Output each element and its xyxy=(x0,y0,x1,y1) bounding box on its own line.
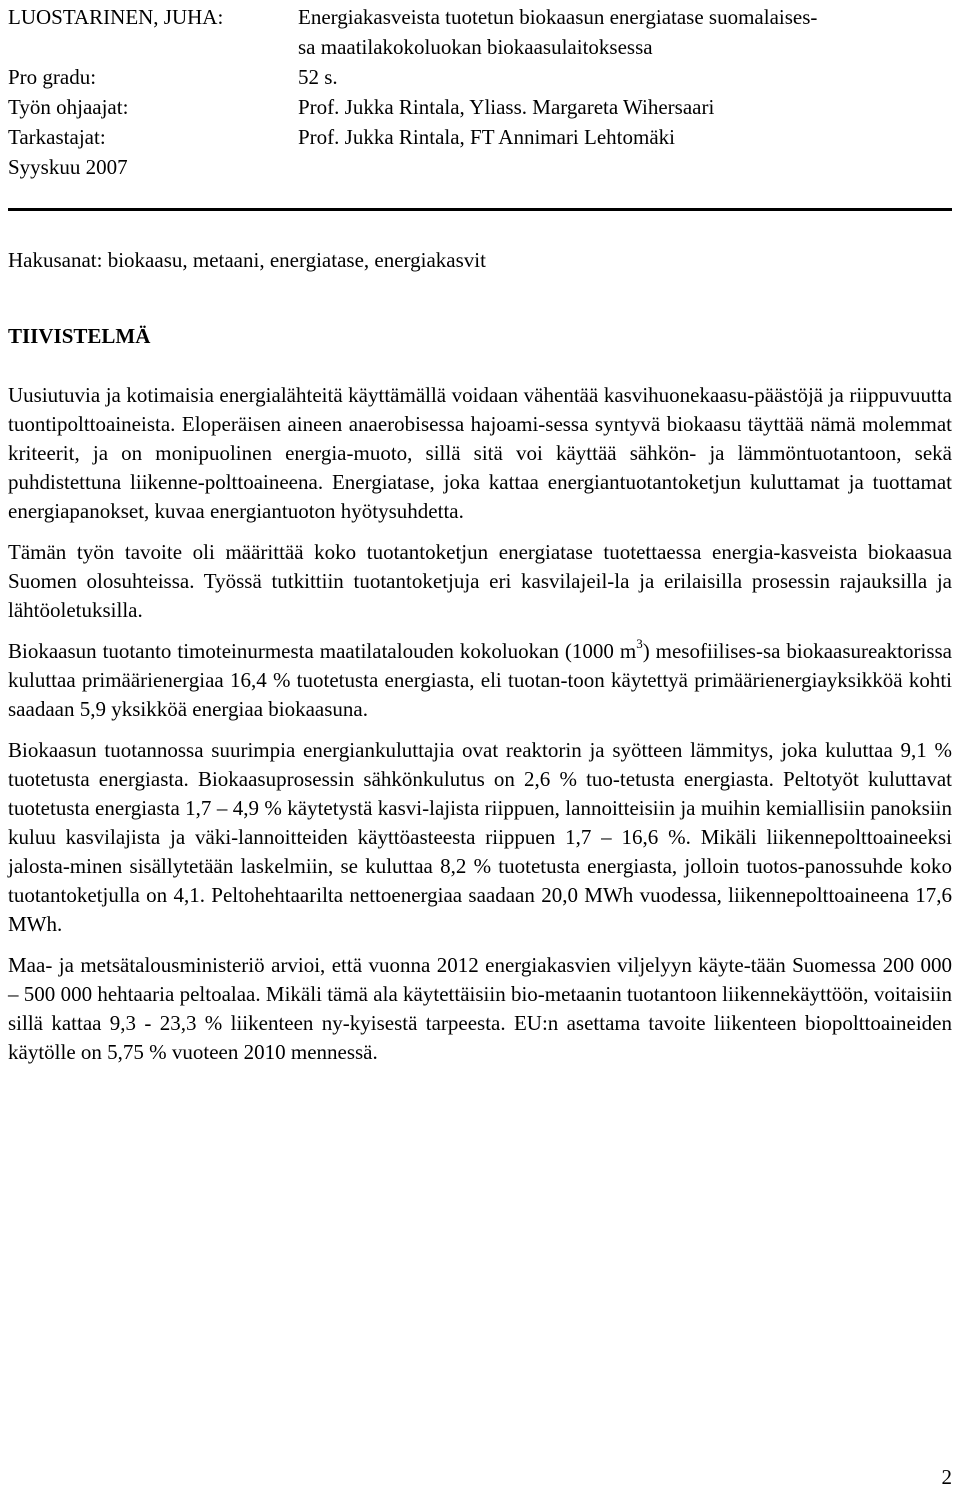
paragraph-4: Biokaasun tuotannossa suurimpia energiankuluttajia ovat reaktorin ja syötteen lämmitys, joka kuluttaa 9,1 % tuotetusta energiasta. Biokaasuprosessin sähkönkulutus on 2,6 % tuo-tetusta energiasta. Peltotyöt kuluttavat tuotetusta energiasta 1,7 – 4,9 % käytetystä kasvi-lajista riippuen, lannoitteisiin ja muihin kemiallisiin panoksiin kuluu kasvilajista ja väki-lannoitteiden käyttöasteesta riippuen 1,7 – 16,6 %. Mikäli liikennepolttoaineeksi jalosta-minen sisällytetään laskelmiin, se kuluttaa 8,2 % tuotetusta energiasta, jolloin tuotos-panossuhde koko tuotantoketjulla on 4,1. Peltohehtaarilta nettoenergiaa saadaan 20,0 MWh vuodessa, liikennepolttoaineena 17,6 MWh. xyxy=(8,738,952,936)
author-label: LUOSTARINEN, JUHA: xyxy=(8,5,224,29)
date: Syyskuu 2007 xyxy=(8,155,128,179)
empty-cell xyxy=(8,32,298,62)
empty-cell xyxy=(298,152,952,182)
page-count: 52 s. xyxy=(298,65,338,89)
paragraph-3 xyxy=(8,637,952,724)
page-number: 2 xyxy=(941,1465,952,1489)
type-label: Pro gradu: xyxy=(8,65,97,89)
thesis-metadata xyxy=(8,0,952,182)
superscript: 3 xyxy=(636,636,643,651)
section-heading: TIIVISTELMÄ xyxy=(8,324,151,348)
abstract-body xyxy=(8,381,952,1067)
thesis-title-line-2: sa maatilakokoluokan biokaasulaitoksessa xyxy=(298,35,653,59)
supervisors-label: Työn ohjaajat: xyxy=(8,95,129,119)
examiners-label: Tarkastajat: xyxy=(8,125,106,149)
paragraph-3-part-b: ) mesofiilises-sa biokaasureaktorissa kuluttaa primäärienergiaa 16,4 % tuotetusta energiasta, eli tuotan-toon käytettyä primäärienergiayksikköä kohti saadaan 5,9 yksikköä energiaa biokaasuna. xyxy=(8,639,953,721)
paragraph-5: Maa- ja metsätalousministeriö arvioi, että vuonna 2012 energiakasvien viljelyyn käyte-tään Suomessa 200 000 – 500 000 hehtaaria peltoalaa. Mikäli tämä ala käytettäisiin bio-metaanin tuotantoon liikennekäyttöön, voitaisiin sillä kattaa 9,3 - 23,3 % liikenteen ny-kyisestä tarpeesta. EU:n asettama tavoite liikenteen biopolttoaineiden käytölle on 5,75 % vuoteen 2010 mennessä. xyxy=(8,953,952,1064)
examiners-value: Prof. Jukka Rintala, FT Annimari Lehtomäki xyxy=(298,125,675,149)
document-page xyxy=(8,0,952,1079)
paragraph-1: Uusiutuvia ja kotimaisia energialähteitä käyttämällä voidaan vähentää kasvihuonekaasu-päästöjä ja riippuvuutta tuontipolttoaineista. Eloperäisen aineen anaerobisessa hajoami-sessa syntyvä biokaasu täyttää nämä molemmat kriteerit, ja on monipuolinen energia-muoto, sillä sitä voi käyttää sähkön- ja lämmöntuotantoon, sekä puhdistettuna liikenne-polttoaineena. Energiatase, joka kattaa energiantuotantoketjun kuluttamat ja tuottamat energiapanokset, kuvaa energiantuoton hyötysuhdetta. xyxy=(8,383,952,523)
supervisors-value: Prof. Jukka Rintala, Yliass. Margareta Wihersaari xyxy=(298,95,715,119)
paragraph-3-part-a: Biokaasun tuotanto timoteinurmesta maatilatalouden kokoluokan (1000 m xyxy=(8,639,637,663)
keywords: Hakusanat: biokaasu, metaani, energiatase, energiakasvit xyxy=(8,248,486,272)
thesis-title-line-1: Energiakasveista tuotetun biokaasun energiatase suomalaises- xyxy=(298,5,818,29)
paragraph-2: Tämän työn tavoite oli määrittää koko tuotantoketjun energiatase tuotettaessa energia-kasveista biokaasua Suomen olosuhteissa. Työssä tutkittiin tuotantoketjuja eri kasvilajeil-la ja erilaisilla prosessin rajauksilla ja lähtöoletuksilla. xyxy=(8,540,952,622)
horizontal-rule xyxy=(8,208,952,211)
